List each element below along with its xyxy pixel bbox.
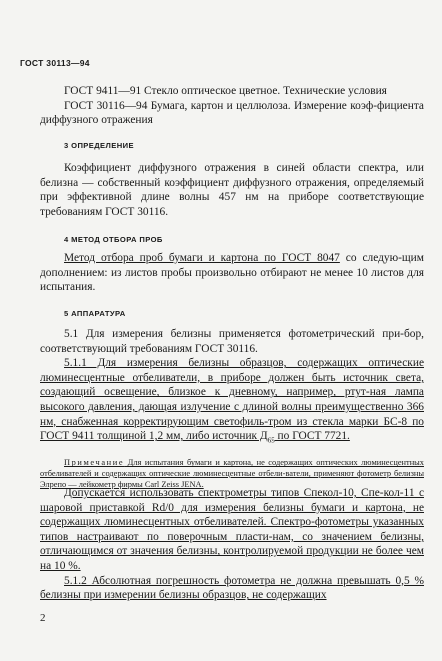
section-5-heading: 5 АППАРАТУРА — [64, 309, 126, 318]
section-3-heading: 3 ОПРЕДЕЛЕНИЕ — [64, 141, 134, 150]
reference-item: ГОСТ 9411—91 Стекло оптическое цветное. Технические условия — [64, 85, 387, 97]
reference-item: ГОСТ 30116—94 Бумага, картон и целлюлоза. Измерение коэф-фициента диффузного отражения — [40, 99, 424, 127]
section-5-body — [40, 327, 424, 444]
sampling-paragraph: Метод отбора проб бумаги и картона по ГОСТ 8047 со следую-щим дополнением: из листов пробы произвольно отбирают не менее 10 листов для испытания. — [40, 252, 424, 294]
section-4-body — [40, 251, 424, 295]
paragraph-5-1: 5.1 Для измерения белизны применяется фотометрический при-бор, соответствующий требованиям ГОСТ 30116. — [40, 328, 424, 355]
normative-references — [40, 84, 424, 128]
note-paragraph: Примечание Для испытания бумаги и картона, не содержащих оптических люминесцентных отбеливателей и содержащих оптические люминесцентные отбели-ватели, применяют фотометр белизны Элрепо — лейкометр фирмы Carl Zeiss JENA. — [40, 458, 424, 489]
section-5-continued — [40, 486, 424, 603]
note-label: Примечание — [64, 458, 125, 468]
page-number: 2 — [40, 612, 46, 624]
sampling-standard-ref: Метод отбора проб бумаги и картона по ГОСТ 8047 — [64, 252, 340, 264]
running-header: ГОСТ 30113—94 — [20, 58, 90, 68]
section-4-heading: 4 МЕТОД ОТБОРА ПРОБ — [64, 235, 163, 244]
section-3-body — [40, 161, 424, 219]
spectrometer-paragraph: Допускается использовать спектрометры типов Спекол-10, Спе-кол-11 с шаровой приставкой Rd/0 для измерения белизны бумаги и картона, не содержащих люминесцентных отбеливателей. Спектро-фотометры указанных типов настраивают по поверочным пласти-нам, со значением белизны, отличающимся от значения белизны, контролируемой продукции не более чем на 10 %. — [40, 487, 424, 572]
paragraph-5-1-2: 5.1.2 Абсолютная погрешность фотометра не должна превышать 0,5 % белизны при измерении белизны образцов, не содержащих — [40, 574, 424, 602]
paragraph-5-1-1: 5.1.1 Для измерения белизны образцов, содержащих оптические люминесцентные отбеливатели, в приборе должен быть источник света, создающий освещение, близкое к дневному, например, ртут-ная лампа высокого давления, дающая излучение с длиной волны преимущественно 366 нм, снабженная корректирующим светофиль-тром из стекла марки БС-8 по ГОСТ 9411 толщиной 1,2 мм, либо источник $Д_{65}$ по ГОСТ 7721. — [40, 357, 424, 445]
definition-paragraph: Коэффициент диффузного отражения в синей области спектра, или белизна — собственный коэффициент диффузного отражения, определяемый при эффективной длине волны 457 нм на приборе соответствующие требованиям ГОСТ 30116. — [40, 162, 424, 218]
